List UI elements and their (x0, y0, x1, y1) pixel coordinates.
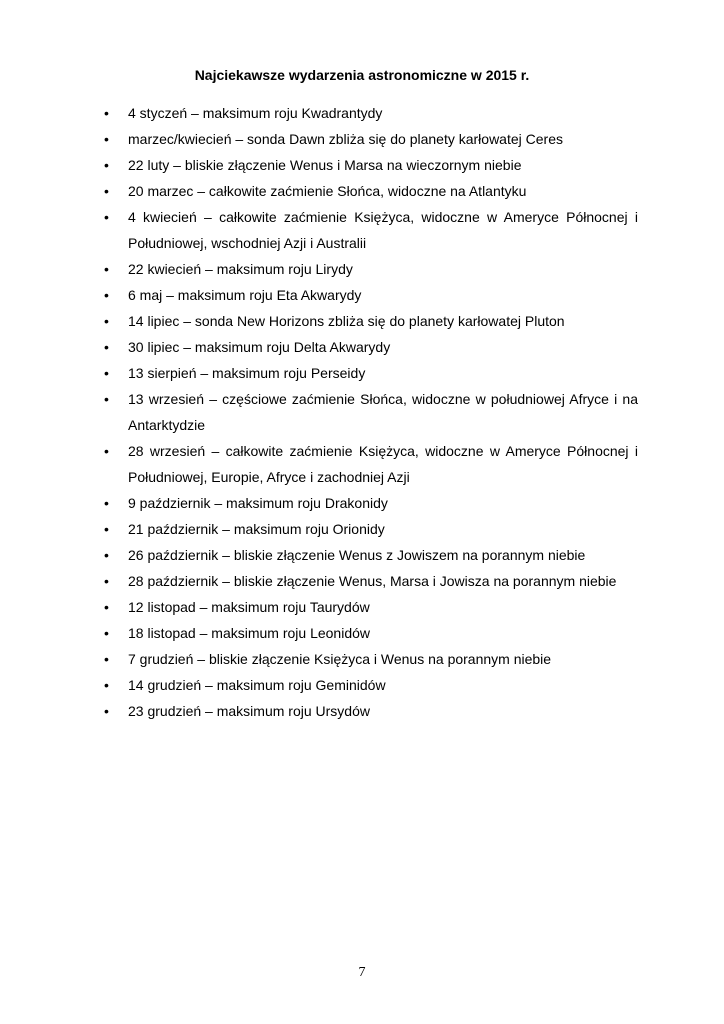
event-list-item (104, 490, 638, 516)
event-list-item (104, 594, 638, 620)
event-list-item (104, 334, 638, 360)
event-list-item (104, 438, 638, 490)
event-list-item (104, 516, 638, 542)
page-number: 7 (358, 965, 366, 980)
event-list-item (104, 178, 638, 204)
bullet-icon: • (104, 131, 109, 147)
bullet-icon: • (104, 521, 109, 537)
event-text: 9 październik – maksimum roju Drakonidy (128, 495, 388, 511)
bullet-icon: • (104, 183, 109, 199)
event-text: 26 październik – bliskie złączenie Wenus z Jowiszem na porannym niebie (128, 547, 586, 563)
event-list-item (104, 308, 638, 334)
event-text: 21 październik – maksimum roju Orionidy (128, 521, 385, 537)
event-text: 20 marzec – całkowite zaćmienie Słońca, widoczne na Atlantyku (128, 183, 527, 199)
bullet-icon: • (104, 365, 109, 381)
event-text: 14 grudzień – maksimum roju Geminidów (128, 677, 386, 693)
event-text: 23 grudzień – maksimum roju Ursydów (128, 703, 370, 719)
event-text: 12 listopad – maksimum roju Taurydów (128, 599, 370, 615)
event-text: 4 kwiecień – całkowite zaćmienie Księżyca, widoczne w Ameryce Północnej i Południowej, wschodniej Azji i Australii (128, 209, 638, 251)
event-list-item (104, 620, 638, 646)
event-text: 13 wrzesień – częściowe zaćmienie Słońca, widoczne w południowej Afryce i na Antarktydzie (128, 391, 638, 433)
event-list-item (104, 698, 638, 724)
event-list-item (104, 100, 638, 126)
event-text: 14 lipiec – sonda New Horizons zbliża się do planety karłowatej Pluton (128, 313, 565, 329)
event-list-item (104, 204, 638, 256)
event-text: 13 sierpień – maksimum roju Perseidy (128, 365, 366, 381)
event-text: 18 listopad – maksimum roju Leonidów (128, 625, 371, 641)
bullet-icon: • (104, 573, 109, 589)
bullet-icon: • (104, 547, 109, 563)
bullet-icon: • (104, 261, 109, 277)
event-text: 28 październik – bliskie złączenie Wenus, Marsa i Jowisza na porannym niebie (128, 573, 617, 589)
event-text: 6 maj – maksimum roju Eta Akwarydy (128, 287, 362, 303)
bullet-icon: • (104, 495, 109, 511)
event-list-item (104, 360, 638, 386)
bullet-icon: • (104, 391, 109, 407)
event-text: 22 kwiecień – maksimum roju Lirydy (128, 261, 353, 277)
bullet-icon: • (104, 339, 109, 355)
bullet-icon: • (104, 677, 109, 693)
bullet-icon: • (104, 105, 109, 121)
bullet-icon: • (104, 443, 109, 459)
event-list-item (104, 672, 638, 698)
bullet-icon: • (104, 703, 109, 719)
event-text: 7 grudzień – bliskie złączenie Księżyca i Wenus na porannym niebie (128, 651, 552, 667)
event-list-item (104, 256, 638, 282)
event-list-item (104, 568, 638, 594)
bullet-icon: • (104, 209, 109, 225)
event-list-item (104, 646, 638, 672)
event-list-item (104, 126, 638, 152)
event-text: marzec/kwiecień – sonda Dawn zbliża się do planety karłowatej Ceres (128, 131, 563, 147)
document-title: Najciekawsze wydarzenia astronomiczne w 2015 r. (194, 67, 530, 83)
bullet-icon: • (104, 625, 109, 641)
bullet-icon: • (104, 157, 109, 173)
event-text: 28 wrzesień – całkowite zaćmienie Księżyca, widoczne w Ameryce Północnej i Południowej, Europie, Afryce i zachodniej Azji (128, 443, 638, 485)
event-list-item (104, 152, 638, 178)
bullet-icon: • (104, 651, 109, 667)
bullet-icon: • (104, 313, 109, 329)
events-list (104, 100, 638, 724)
event-text: 22 luty – bliskie złączenie Wenus i Marsa na wieczornym niebie (128, 157, 522, 173)
bullet-icon: • (104, 287, 109, 303)
event-list-item (104, 542, 638, 568)
event-list-item (104, 386, 638, 438)
event-list-item (104, 282, 638, 308)
event-text: 4 styczeń – maksimum roju Kwadrantydy (128, 105, 383, 121)
bullet-icon: • (104, 599, 109, 615)
event-text: 30 lipiec – maksimum roju Delta Akwarydy (128, 339, 391, 355)
